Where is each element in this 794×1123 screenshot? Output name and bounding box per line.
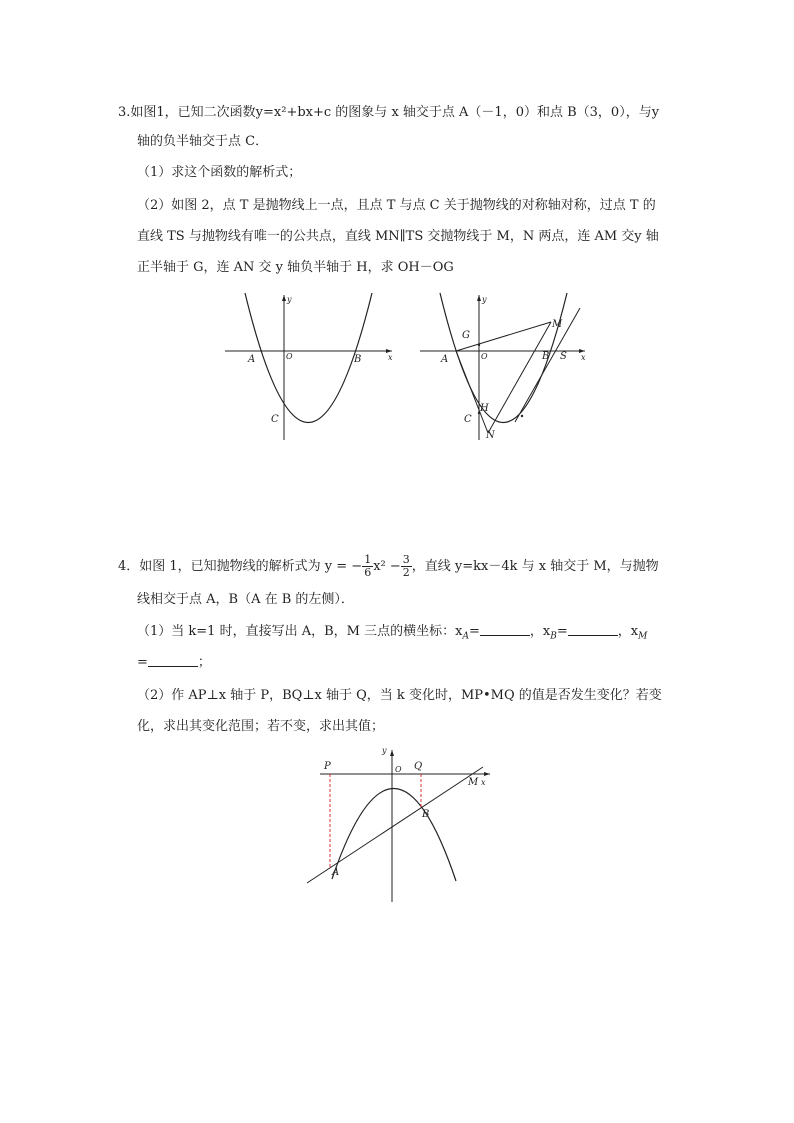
origin-label: O bbox=[286, 352, 293, 361]
origin-label: O bbox=[481, 352, 488, 361]
line-TS bbox=[515, 308, 580, 422]
q3-figure-2 bbox=[415, 290, 590, 445]
parabola bbox=[245, 293, 372, 423]
q4-part1-cont: = ； bbox=[137, 655, 211, 670]
point-B-label: B bbox=[422, 809, 430, 820]
line-AN bbox=[456, 351, 488, 433]
answer-blank-xM[interactable] bbox=[148, 654, 198, 667]
point-P-label: P bbox=[324, 761, 331, 772]
point-C-label: C bbox=[464, 414, 472, 425]
q4-part2-line2: 化，求出其变化范围；若不变，求出其值； bbox=[137, 719, 385, 734]
point-A-label: A bbox=[332, 867, 340, 878]
fraction-three-halves: $\frac{3}{2}$ bbox=[402, 553, 410, 579]
q4-part2-line1: （2）作 AP⊥x 轴于 P，BQ⊥x 轴于 Q，当 k 变化时，MP•MQ 的值是否发生变化？若变 bbox=[137, 688, 662, 703]
q4-line1-mid: x² − bbox=[373, 559, 401, 574]
answer-blank-xB[interactable] bbox=[568, 623, 618, 636]
q3-part2-line2: 直线 TS 与抛物线有唯一的公共点，直线 MN∥TS 交抛物线于 M，N 两点，连 AM 交y 轴 bbox=[137, 229, 659, 244]
origin-label: O bbox=[395, 765, 402, 774]
point-N-label: N bbox=[486, 430, 495, 441]
y-label: y bbox=[382, 746, 387, 755]
q3-part2-line3: 正半轴于 G，连 AN 交 y 轴负半轴于 H，求 OH－OG bbox=[137, 260, 454, 275]
q3-line1: 3.如图1，已知二次函数y=x²+bx+c 的图象与 x 轴交于点 A（－1，0）和点 B（3，0），与y bbox=[118, 105, 660, 120]
point-H-label: H bbox=[480, 403, 489, 414]
q4-figure bbox=[300, 745, 495, 905]
point-Q-label: Q bbox=[414, 761, 423, 772]
y-label: y bbox=[482, 295, 487, 304]
q4-line1-post: ，直线 y=kx－4k 与 x 轴交于 M，与抛物 bbox=[411, 559, 659, 574]
line-AB bbox=[307, 767, 483, 883]
q4-line1 bbox=[118, 554, 659, 579]
y-label: y bbox=[287, 295, 292, 304]
q3-figure-1 bbox=[220, 290, 395, 445]
q4-part1: （1）当 k=1 时，直接写出 A，B，M 三点的横坐标：$x_A=$ ，$x_B=$ ，$x_M$ bbox=[137, 624, 648, 642]
point-S-label: S bbox=[560, 351, 567, 362]
answer-blank-xA[interactable] bbox=[480, 623, 530, 636]
q4-line1-pre: 4．如图 1，已知抛物线的解析式为 y = − bbox=[118, 559, 363, 574]
q3-line2: 轴的负半轴交于点 C． bbox=[137, 134, 269, 149]
q3-part2-line1: （2）如图 2，点 T 是抛物线上一点，且点 T 与点 C 关于抛物线的对称轴对称，过点 T 的 bbox=[137, 198, 656, 213]
point-B-label: B bbox=[354, 354, 362, 365]
parabola bbox=[332, 788, 456, 881]
point-A-label: A bbox=[248, 354, 256, 365]
point-C-label: C bbox=[271, 414, 279, 425]
x-label: x bbox=[581, 353, 586, 362]
point-G-label: G bbox=[462, 330, 470, 341]
point-A-label: A bbox=[441, 354, 449, 365]
q4-line2: 线相交于点 A，B（A 在 B 的左侧）． bbox=[137, 592, 354, 607]
fraction-one-sixth: $\frac{1}{6}$ bbox=[364, 553, 372, 579]
point-B-label: B bbox=[542, 351, 550, 362]
x-label: x bbox=[481, 778, 486, 787]
point-M-label: M bbox=[468, 777, 479, 788]
x-label: x bbox=[388, 353, 393, 362]
q3-part1: （1）求这个函数的解析式； bbox=[137, 165, 302, 180]
point-M-label: M bbox=[552, 319, 563, 330]
